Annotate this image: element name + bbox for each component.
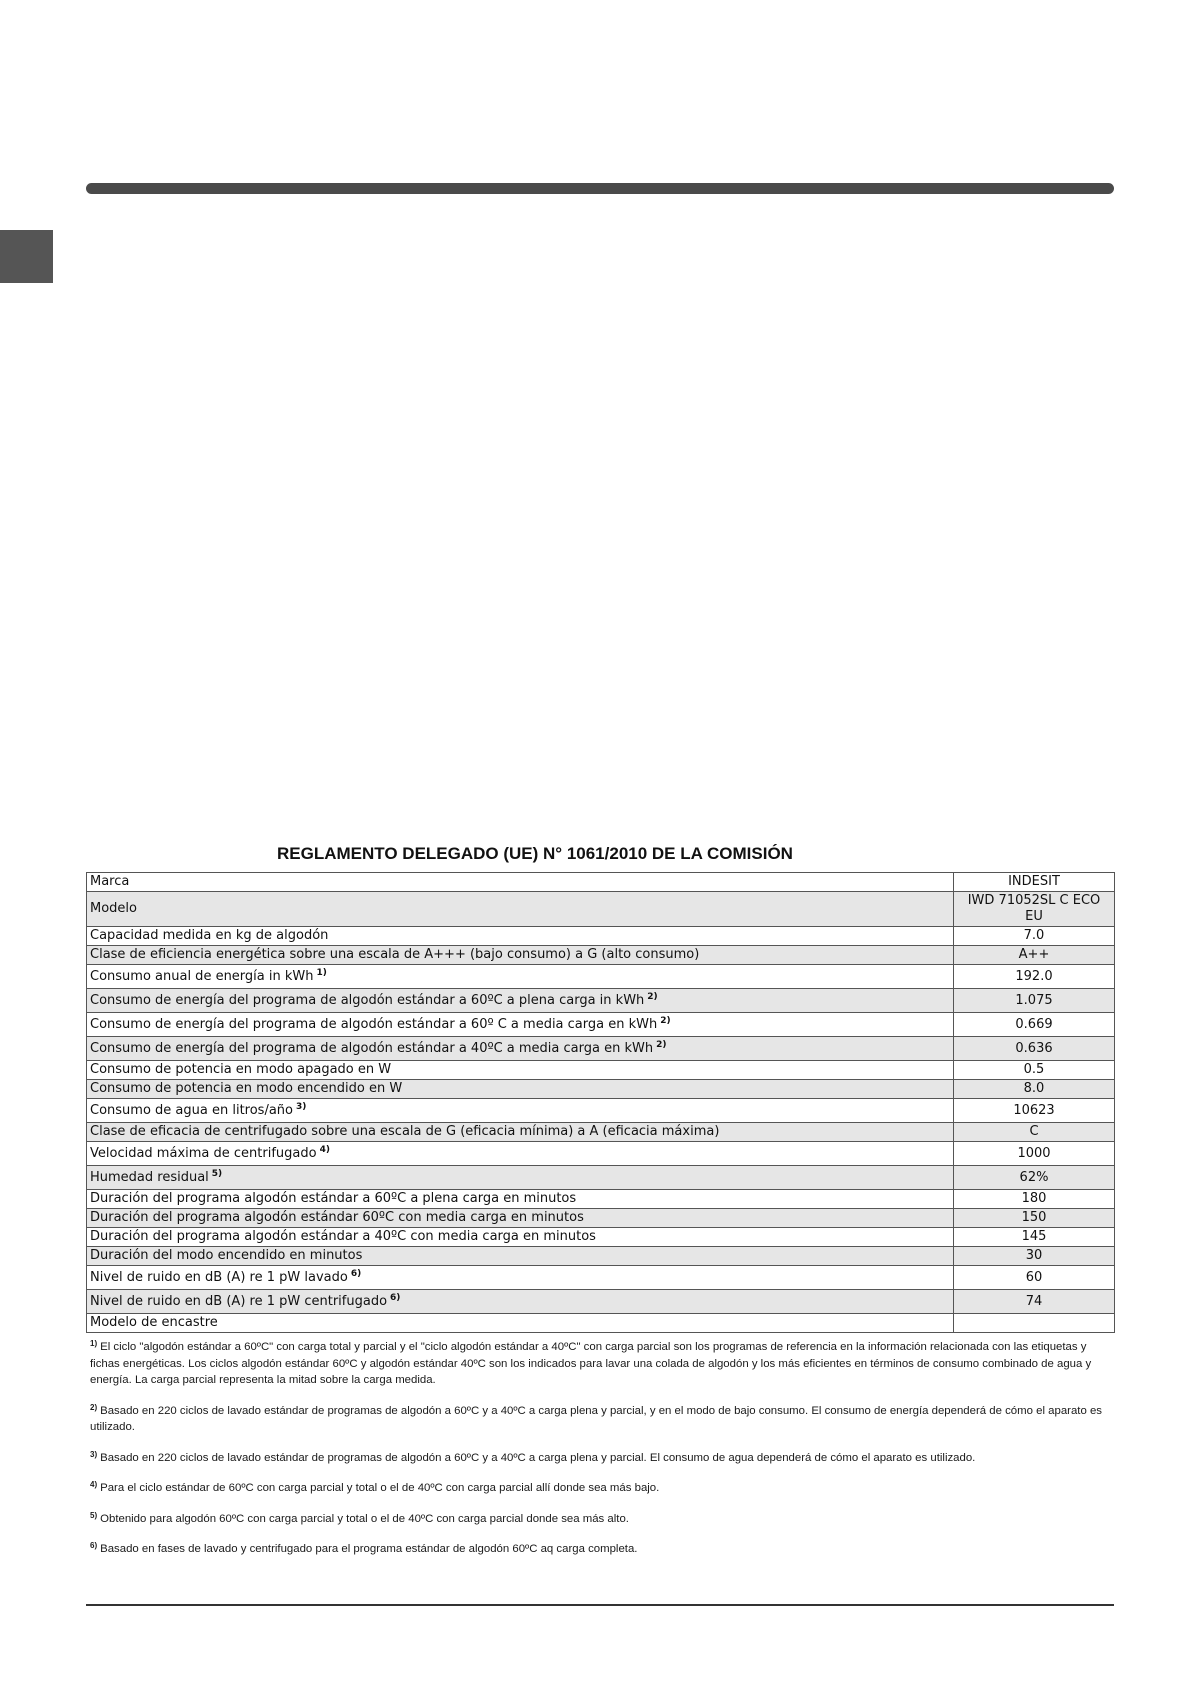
table-row: [87, 1013, 1115, 1037]
footnote-ref: 2): [656, 1039, 667, 1050]
table-row: [87, 1142, 1115, 1166]
specification-table: [86, 872, 1115, 1333]
footnote-mark: 1): [90, 1339, 98, 1348]
table-row: [87, 892, 1115, 927]
table-row: [87, 1099, 1115, 1123]
footer-rule: [86, 1604, 1114, 1606]
row-label: Duración del programa algodón estándar a 60ºC a plena carga en minutos: [90, 1191, 577, 1206]
footnote-mark: 2): [90, 1402, 98, 1412]
table-row: [87, 1061, 1115, 1080]
footnotes: [90, 1339, 1110, 1572]
row-label-cell: [87, 892, 954, 927]
row-value: IWD 71052SL C ECO EU: [954, 892, 1115, 927]
row-value: 10623: [954, 1099, 1115, 1123]
table-row: [87, 1190, 1115, 1209]
row-label-cell: [87, 946, 954, 965]
table-row: [87, 1209, 1115, 1228]
footnote-ref: 2): [660, 1015, 671, 1026]
row-value: 180: [954, 1190, 1115, 1209]
footnote: [90, 1511, 1110, 1528]
header-rule: [86, 183, 1114, 194]
row-value: 60: [954, 1266, 1115, 1290]
table-row: [87, 1290, 1115, 1314]
row-label: Consumo de energía del programa de algodón estándar a 40ºC a media carga en kWh: [90, 1040, 654, 1056]
footnote-text: Basado en fases de lavado y centrifugado para el programa estándar de algodón 60ºC aq carga completa.: [100, 1543, 638, 1555]
row-label-cell: [87, 1314, 954, 1333]
row-value: [954, 1314, 1115, 1333]
row-value: 0.636: [954, 1037, 1115, 1061]
row-label: Consumo de energía del programa de algodón estándar a 60º C a media carga en kWh: [90, 1016, 658, 1032]
footnote-ref: 6): [350, 1268, 362, 1279]
row-label: Capacidad medida en kg de algodón: [90, 928, 329, 943]
row-value: 145: [954, 1228, 1115, 1247]
footnote-ref: 2): [647, 991, 658, 1002]
row-label-cell: [87, 1290, 954, 1314]
row-value: 1.075: [954, 989, 1115, 1013]
row-label: Humedad residual: [90, 1169, 209, 1185]
table-row: [87, 927, 1115, 946]
row-label: Velocidad máxima de centrifugado: [90, 1145, 317, 1161]
row-label-cell: [87, 1099, 954, 1123]
row-value: 1000: [954, 1142, 1115, 1166]
row-value: 62%: [954, 1166, 1115, 1190]
regulation-title: REGLAMENTO DELEGADO (UE) N° 1061/2010 DE LA COMISIÓN: [277, 844, 793, 863]
row-label-cell: [87, 1080, 954, 1099]
row-label: Clase de eficiencia energética sobre una escala de A+++ (bajo consumo) a G (alto consumo): [90, 947, 700, 962]
footnote-text: El ciclo "algodón estándar a 60ºC" con carga total y parcial y el "ciclo algodón estándar a 40ºC" con carga parcial son los programas de referencia en la información relacionada con las etiquetas y fichas energéticas. Los ciclos algodón estándar 60ºC y algodón estándar 40ºC son los indicados para lavar una colada de algodón y los más eficientes en términos de consumo combinado de agua y energía. La carga parcial representa la mitad sobre la carga medida.: [90, 1341, 1092, 1386]
row-label: Nivel de ruido en dB (A) re 1 pW lavado: [90, 1269, 348, 1285]
footnote-text: Obtenido para algodón 60ºC con carga parcial y total o el de 40ºC con carga parcial donde sea más alto.: [100, 1512, 629, 1525]
row-value: 150: [954, 1209, 1115, 1228]
row-label-cell: [87, 1142, 954, 1166]
footnote-ref: 5): [211, 1168, 223, 1179]
row-value: 30: [954, 1247, 1115, 1266]
row-label-cell: [87, 1061, 954, 1080]
row-label: Modelo: [90, 901, 137, 916]
row-label-cell: [87, 965, 954, 989]
section-tab-marker: [0, 230, 53, 283]
row-label-cell: [87, 1228, 954, 1247]
table-row: [87, 1123, 1115, 1142]
footnote-text: Basado en 220 ciclos de lavado estándar de programas de algodón a 60ºC y a 40ºC a carga plena y parcial. El consumo de agua dependerá de cómo el aparato es utilizado.: [100, 1451, 976, 1464]
row-value: INDESIT: [954, 873, 1115, 892]
footnote: [90, 1403, 1110, 1436]
table-row: [87, 1228, 1115, 1247]
row-label: Consumo de potencia en modo encendido en W: [90, 1081, 403, 1096]
table-row: [87, 1080, 1115, 1099]
row-label: Clase de eficacia de centrifugado sobre una escala de G (eficacia mínima) a A (eficacia máxima): [90, 1124, 720, 1139]
table-row: [87, 989, 1115, 1013]
footnote: [90, 1450, 1110, 1467]
row-label-cell: [87, 989, 954, 1013]
row-label: Consumo de potencia en modo apagado en W: [90, 1062, 392, 1077]
table-row: [87, 1166, 1115, 1190]
footnote-mark: 4): [90, 1480, 98, 1489]
footnote: [90, 1339, 1110, 1389]
footnote-mark: 5): [90, 1510, 98, 1520]
row-label: Duración del programa algodón estándar 60ºC con media carga en minutos: [90, 1210, 584, 1225]
footnote-text: Basado en 220 ciclos de lavado estándar de programas de algodón a 60ºC y a 40ºC a carga plena y parcial, y en el modo de bajo consumo. El consumo de energía dependerá de cómo el aparato es utilizado.: [90, 1404, 1102, 1433]
footnote-ref: 3): [296, 1101, 307, 1112]
row-label-cell: [87, 1123, 954, 1142]
row-label-cell: [87, 927, 954, 946]
table-row: [87, 1314, 1115, 1333]
row-value: 7.0: [954, 927, 1115, 946]
table-row: [87, 873, 1115, 892]
row-value: 8.0: [954, 1080, 1115, 1099]
row-value: 0.5: [954, 1061, 1115, 1080]
footnote-ref: 1): [316, 967, 327, 978]
row-value: C: [954, 1123, 1115, 1142]
row-value: A++: [954, 946, 1115, 965]
table-row: [87, 1266, 1115, 1290]
footnote: [90, 1541, 1110, 1558]
row-label: Duración del modo encendido en minutos: [90, 1248, 363, 1263]
table-row: [87, 965, 1115, 989]
row-value: 74: [954, 1290, 1115, 1314]
footnote-mark: 6): [90, 1541, 98, 1550]
footnote-text: Para el ciclo estándar de 60ºC con carga parcial y total o el de 40ºC con carga parcial allí donde sea más bajo.: [100, 1482, 660, 1494]
row-label-cell: [87, 1190, 954, 1209]
row-label-cell: [87, 1166, 954, 1190]
row-label: Consumo de agua en litros/año: [90, 1102, 293, 1118]
row-label-cell: [87, 873, 954, 892]
row-label: Consumo anual de energía in kWh: [90, 968, 314, 984]
row-value: 192.0: [954, 965, 1115, 989]
row-label: Marca: [90, 874, 130, 889]
row-label-cell: [87, 1266, 954, 1290]
row-label: Nivel de ruido en dB (A) re 1 pW centrifugado: [90, 1293, 388, 1309]
row-label: Duración del programa algodón estándar a 40ºC con media carga en minutos: [90, 1229, 596, 1244]
row-label-cell: [87, 1037, 954, 1061]
table-row: [87, 1247, 1115, 1266]
table-row: [87, 1037, 1115, 1061]
row-label-cell: [87, 1209, 954, 1228]
row-value: 0.669: [954, 1013, 1115, 1037]
row-label: Consumo de energía del programa de algodón estándar a 60ºC a plena carga in kWh: [90, 992, 645, 1008]
row-label: Modelo de encastre: [90, 1315, 218, 1330]
footnote-mark: 3): [90, 1449, 98, 1459]
footnote: [90, 1480, 1110, 1497]
table-row: [87, 946, 1115, 965]
row-label-cell: [87, 1013, 954, 1037]
footnote-ref: 6): [390, 1292, 401, 1303]
row-label-cell: [87, 1247, 954, 1266]
footnote-ref: 4): [319, 1144, 330, 1155]
